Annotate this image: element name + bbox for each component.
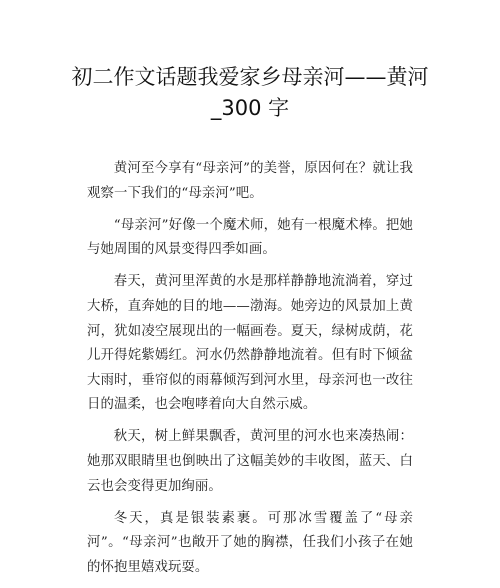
paragraph: 春天，黄河里浑黄的水是那样静静地流淌着，穿过大桥，直奔她的目的地——渤海。她旁边的风景加上黄河，犹如凌空展现出的一幅画卷。夏天，绿树成荫，花儿开得姹紫嫣红。河水仍然静静地流着。但有时下倾盆大雨时，垂帘似的雨幕倾泻到河水里，母亲河也一改往日的温柔，也会咆哮着向大自然示威。: [87, 274, 413, 413]
article-title: 初二作文话题我爱家乡母亲河——黄河_300 字: [71, 65, 429, 120]
paragraph: 冬天，真是银装素裹。可那冰雪覆盖了“母亲河”。“母亲河”也敞开了她的胸襟，任我们小孩子在她的怀抱里嬉戏玩耍。: [87, 510, 413, 575]
paragraph: 秋天，树上鲜果飘香，黄河里的河水也来凑热闹：她那双眼睛里也倒映出了这幅美妙的丰收图，蓝天、白云也会变得更加绚丽。: [87, 429, 413, 494]
article-body: [87, 157, 413, 588]
paragraph: 黄河至今享有“母亲河”的美誉，原因何在？就让我观察一下我们的“母亲河”吧。: [87, 161, 413, 201]
paragraph: “母亲河”好像一个魔术师，她有一根魔术棒。把她与她周围的风景变得四季如画。: [87, 217, 413, 258]
